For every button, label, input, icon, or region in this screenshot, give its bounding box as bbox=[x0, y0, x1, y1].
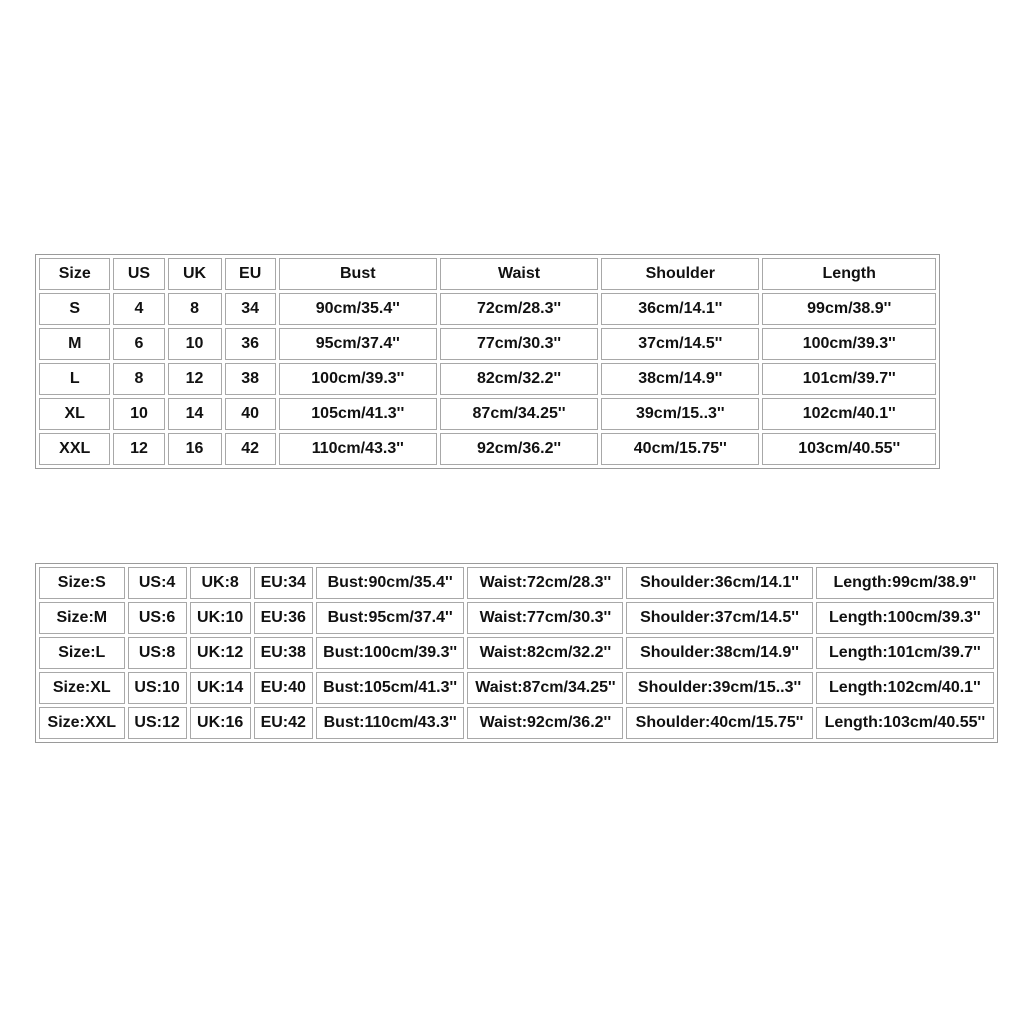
table-row bbox=[39, 707, 994, 739]
table-cell: 101cm/39.7'' bbox=[762, 363, 936, 395]
table-cell: 34 bbox=[225, 293, 276, 325]
table-cell: 12 bbox=[113, 433, 164, 465]
table-cell: XL bbox=[39, 398, 110, 430]
table-cell: Shoulder:40cm/15.75'' bbox=[626, 707, 812, 739]
table-row bbox=[39, 328, 936, 360]
table-row bbox=[39, 398, 936, 430]
table-cell: 92cm/36.2'' bbox=[440, 433, 598, 465]
table-cell: 14 bbox=[168, 398, 222, 430]
table-row bbox=[39, 637, 994, 669]
table-cell: 36cm/14.1'' bbox=[601, 293, 759, 325]
table-row bbox=[39, 672, 994, 704]
table-cell: 10 bbox=[168, 328, 222, 360]
table-cell: 87cm/34.25'' bbox=[440, 398, 598, 430]
table-cell: UK:12 bbox=[190, 637, 251, 669]
table-cell: Length:101cm/39.7'' bbox=[816, 637, 994, 669]
table-cell: S bbox=[39, 293, 110, 325]
table-cell: 103cm/40.55'' bbox=[762, 433, 936, 465]
column-header: Shoulder bbox=[601, 258, 759, 290]
table-cell: 102cm/40.1'' bbox=[762, 398, 936, 430]
table-cell: 38 bbox=[225, 363, 276, 395]
table-cell: US:8 bbox=[128, 637, 187, 669]
table-cell: 100cm/39.3'' bbox=[279, 363, 437, 395]
table-cell: 99cm/38.9'' bbox=[762, 293, 936, 325]
table-cell: 37cm/14.5'' bbox=[601, 328, 759, 360]
table-cell: US:12 bbox=[128, 707, 187, 739]
table-cell: Shoulder:38cm/14.9'' bbox=[626, 637, 812, 669]
table-cell: Shoulder:39cm/15..3'' bbox=[626, 672, 812, 704]
table-cell: UK:8 bbox=[190, 567, 251, 599]
table-cell: Size:L bbox=[39, 637, 125, 669]
table-cell: 36 bbox=[225, 328, 276, 360]
table-cell: 100cm/39.3'' bbox=[762, 328, 936, 360]
table-cell: 110cm/43.3'' bbox=[279, 433, 437, 465]
size-chart-labeled-body bbox=[39, 567, 994, 739]
table-cell: US:10 bbox=[128, 672, 187, 704]
table-cell: Shoulder:37cm/14.5'' bbox=[626, 602, 812, 634]
table-cell: 6 bbox=[113, 328, 164, 360]
table-row bbox=[39, 363, 936, 395]
table-cell: UK:10 bbox=[190, 602, 251, 634]
table-cell: Bust:95cm/37.4'' bbox=[316, 602, 465, 634]
table-cell: EU:36 bbox=[254, 602, 313, 634]
table-cell: 4 bbox=[113, 293, 164, 325]
table-cell: Waist:92cm/36.2'' bbox=[467, 707, 623, 739]
table-cell: Length:99cm/38.9'' bbox=[816, 567, 994, 599]
table-cell: EU:42 bbox=[254, 707, 313, 739]
table-cell: 82cm/32.2'' bbox=[440, 363, 598, 395]
table-cell: Bust:110cm/43.3'' bbox=[316, 707, 465, 739]
table-cell: 42 bbox=[225, 433, 276, 465]
table-cell: 105cm/41.3'' bbox=[279, 398, 437, 430]
table-cell: Bust:100cm/39.3'' bbox=[316, 637, 465, 669]
table-cell: Size:XXL bbox=[39, 707, 125, 739]
table-cell: 12 bbox=[168, 363, 222, 395]
column-header: Size bbox=[39, 258, 110, 290]
column-header: Waist bbox=[440, 258, 598, 290]
table-cell: XXL bbox=[39, 433, 110, 465]
table-cell: US:6 bbox=[128, 602, 187, 634]
table-header-row bbox=[39, 258, 936, 290]
column-header: UK bbox=[168, 258, 222, 290]
table-cell: 39cm/15..3'' bbox=[601, 398, 759, 430]
table-cell: 16 bbox=[168, 433, 222, 465]
table-cell: 40 bbox=[225, 398, 276, 430]
table-cell: Length:103cm/40.55'' bbox=[816, 707, 994, 739]
table-cell: Waist:77cm/30.3'' bbox=[467, 602, 623, 634]
table-cell: 90cm/35.4'' bbox=[279, 293, 437, 325]
table-cell: 95cm/37.4'' bbox=[279, 328, 437, 360]
table-cell: UK:14 bbox=[190, 672, 251, 704]
column-header: EU bbox=[225, 258, 276, 290]
table-cell: 10 bbox=[113, 398, 164, 430]
table-cell: Waist:82cm/32.2'' bbox=[467, 637, 623, 669]
size-chart-body bbox=[39, 258, 936, 465]
table-cell: Length:102cm/40.1'' bbox=[816, 672, 994, 704]
table-cell: UK:16 bbox=[190, 707, 251, 739]
table-cell: Size:S bbox=[39, 567, 125, 599]
column-header: Bust bbox=[279, 258, 437, 290]
table-cell: Length:100cm/39.3'' bbox=[816, 602, 994, 634]
table-cell: EU:34 bbox=[254, 567, 313, 599]
column-header: US bbox=[113, 258, 164, 290]
table-cell: US:4 bbox=[128, 567, 187, 599]
table-cell: Waist:87cm/34.25'' bbox=[467, 672, 623, 704]
column-header: Length bbox=[762, 258, 936, 290]
table-row bbox=[39, 293, 936, 325]
table-cell: 77cm/30.3'' bbox=[440, 328, 598, 360]
table-cell: Waist:72cm/28.3'' bbox=[467, 567, 623, 599]
table-cell: Bust:90cm/35.4'' bbox=[316, 567, 465, 599]
table-cell: Size:M bbox=[39, 602, 125, 634]
table-cell: 40cm/15.75'' bbox=[601, 433, 759, 465]
table-row bbox=[39, 567, 994, 599]
table-cell: EU:40 bbox=[254, 672, 313, 704]
table-cell: 8 bbox=[113, 363, 164, 395]
table-cell: Size:XL bbox=[39, 672, 125, 704]
size-chart-labeled-table bbox=[35, 563, 998, 743]
table-cell: M bbox=[39, 328, 110, 360]
table-row bbox=[39, 433, 936, 465]
size-chart-table bbox=[35, 254, 940, 469]
table-cell: EU:38 bbox=[254, 637, 313, 669]
table-cell: L bbox=[39, 363, 110, 395]
table-row bbox=[39, 602, 994, 634]
table-cell: 72cm/28.3'' bbox=[440, 293, 598, 325]
table-cell: Shoulder:36cm/14.1'' bbox=[626, 567, 812, 599]
table-cell: Bust:105cm/41.3'' bbox=[316, 672, 465, 704]
table-cell: 8 bbox=[168, 293, 222, 325]
table-cell: 38cm/14.9'' bbox=[601, 363, 759, 395]
